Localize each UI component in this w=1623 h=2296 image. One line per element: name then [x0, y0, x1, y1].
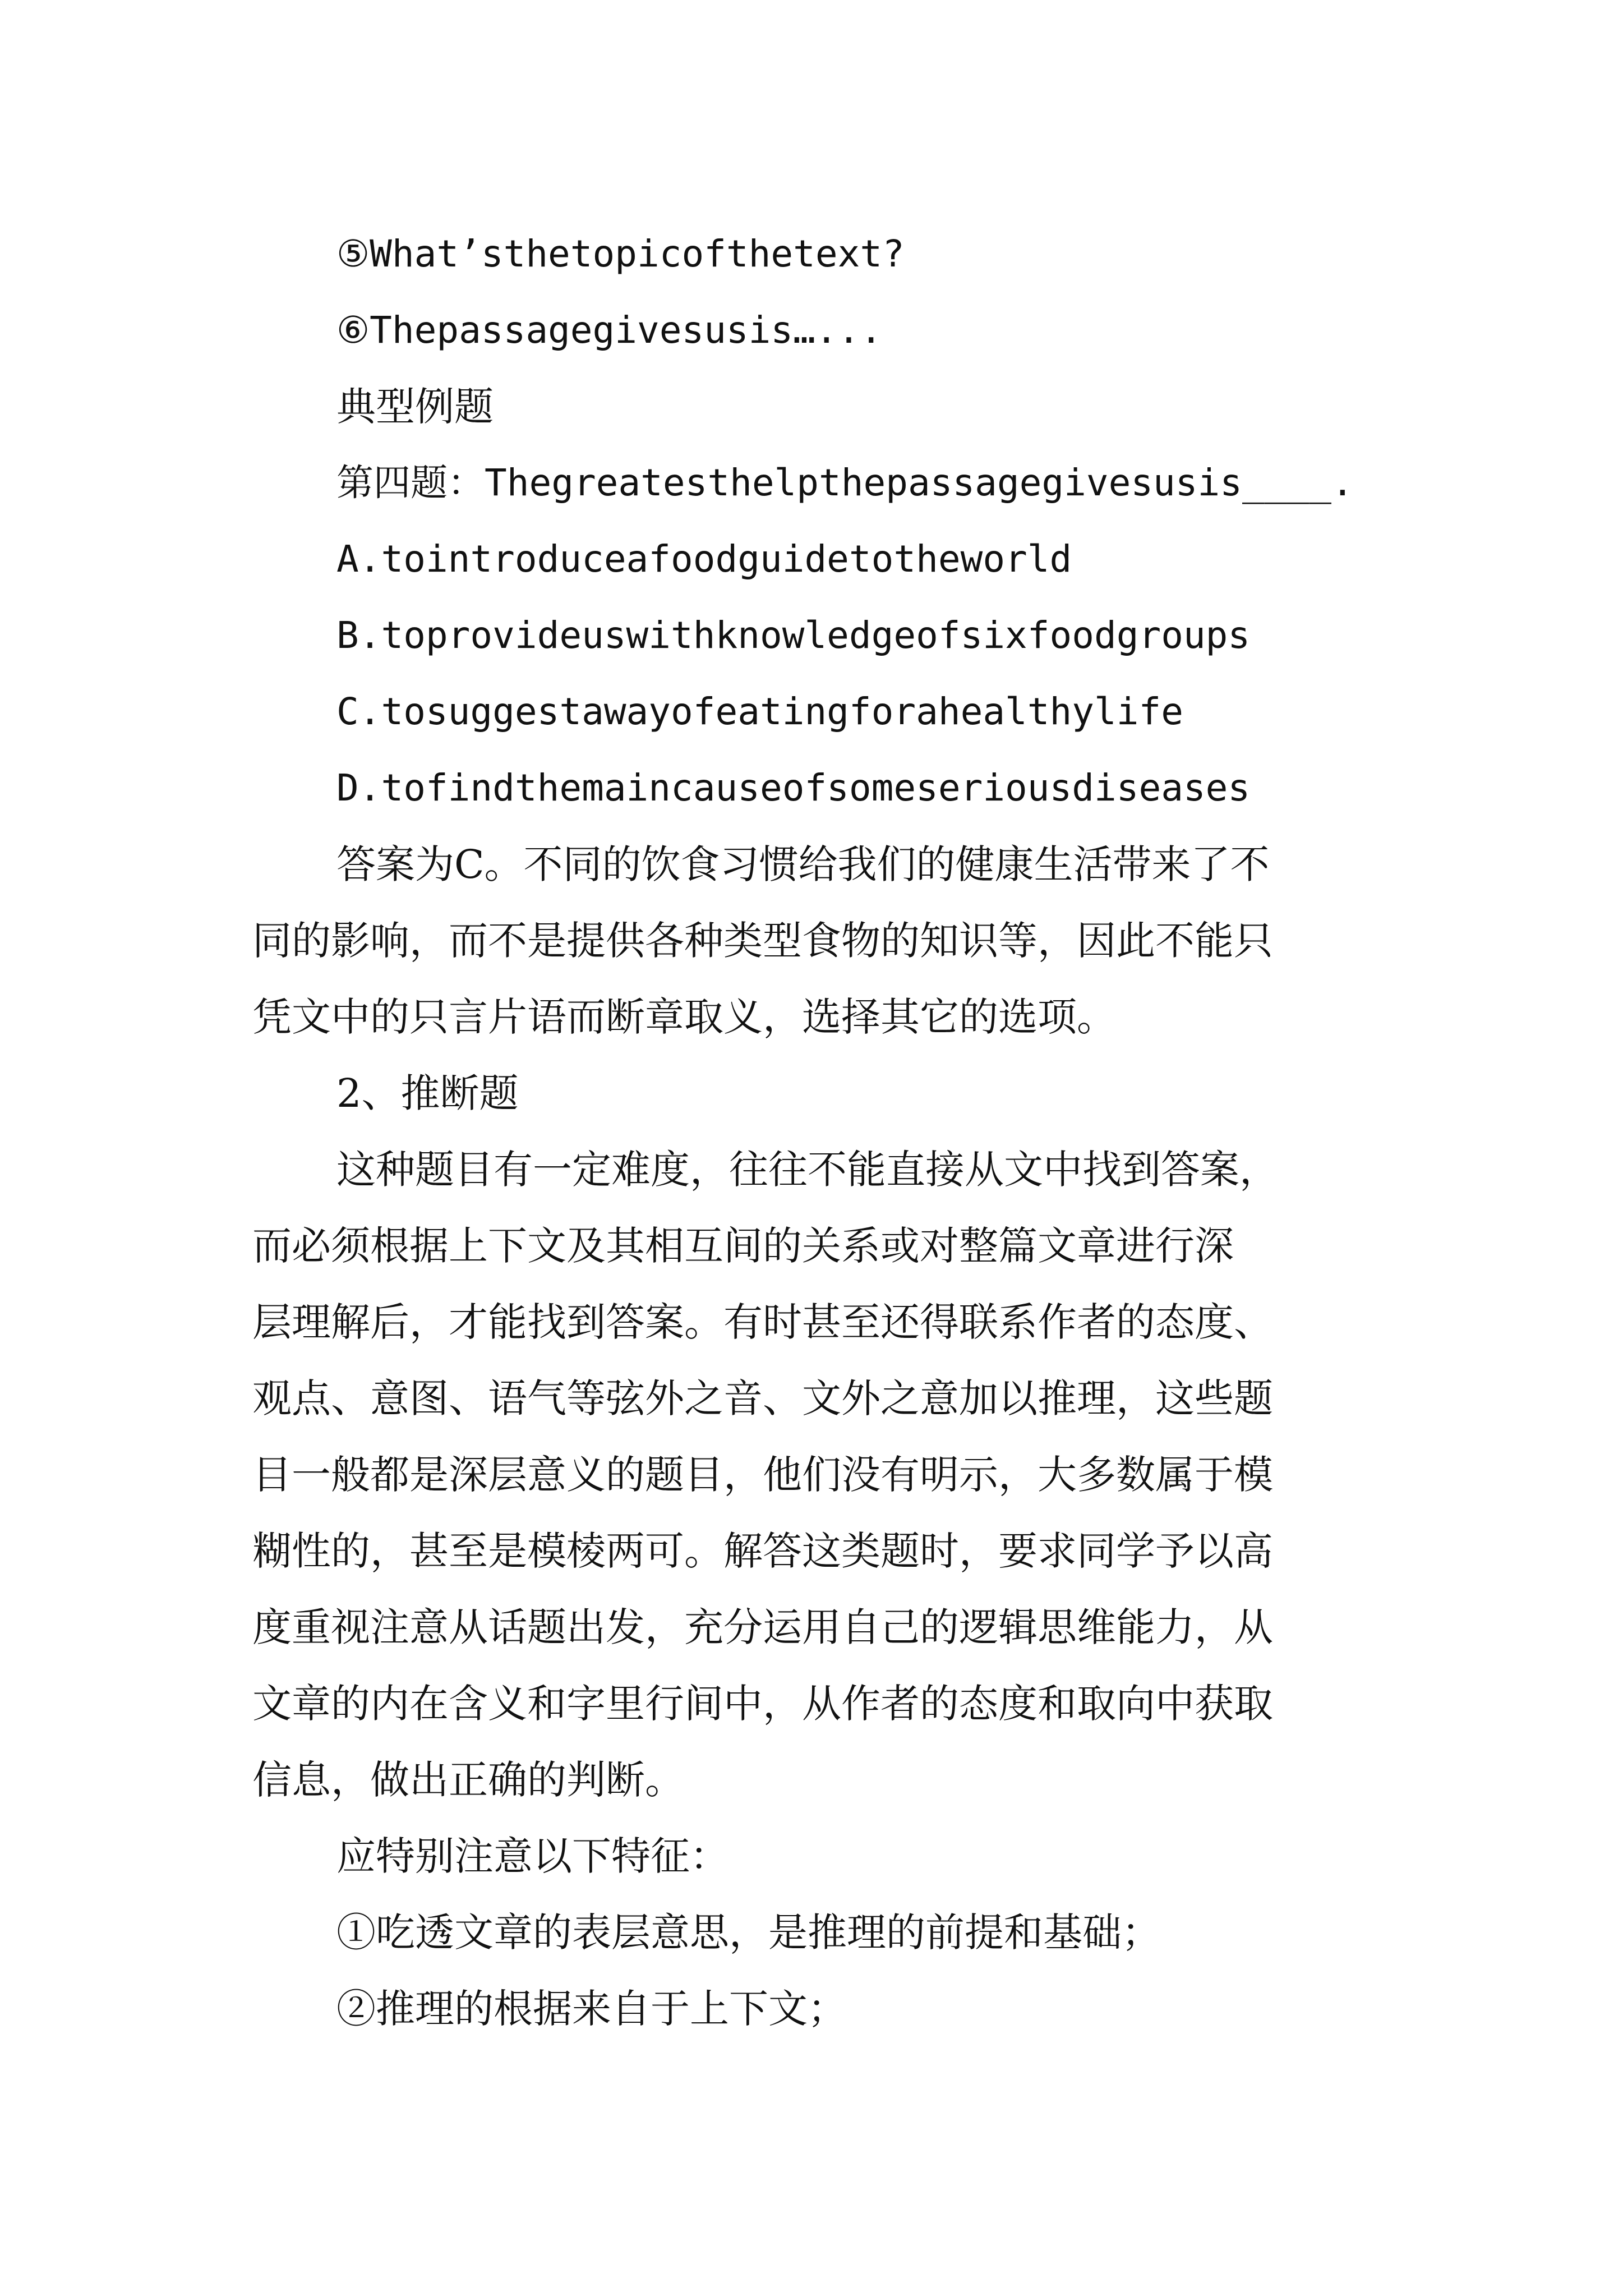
option-c: C.tosuggestawayofeatingforahealthylife: [336, 690, 1183, 733]
answer-paragraph: [252, 826, 1391, 1055]
example-heading: 典型例题: [336, 384, 494, 430]
paragraph-line: 信息，做出正确的判断。: [252, 1757, 684, 1803]
paragraph-line: 层理解后，才能找到答案。有时甚至还得联系作者的态度、: [252, 1299, 1273, 1345]
answer-line: 同的影响，而不是提供各种类型食物的知识等，因此不能只: [252, 918, 1273, 964]
document-body: [252, 216, 1391, 2047]
paragraph-line: 观点、意图、语气等弦外之音、文外之意加以推理，这些题: [252, 1375, 1273, 1421]
question-line-6: ⑥Thepassagegivesusis…...: [336, 309, 883, 352]
feature-item: ②推理的根据来自于上下文；: [336, 1986, 847, 2032]
option-a: A.tointroduceafoodguidetotheworld: [336, 537, 1072, 581]
answer-line: 凭文中的只言片语而断章取义，选择其它的选项。: [252, 994, 1116, 1040]
paragraph-line: 文章的内在含义和字里行间中，从作者的态度和取向中获取: [252, 1681, 1273, 1727]
feature-item: ①吃透文章的表层意思，是推理的前提和基础；: [336, 1910, 1161, 1955]
paragraph-line: 目一般都是深层意义的题目，他们没有明示，大多数属于模: [252, 1452, 1273, 1498]
paragraph-line: 度重视注意从话题出发，充分运用自己的逻辑思维能力，从: [252, 1604, 1273, 1650]
question-4: 第四题：Thegreatesthelpthepassagegivesusis____.: [336, 461, 1354, 504]
option-b: B.toprovideuswithknowledgeofsixfoodgroups: [336, 614, 1251, 657]
section-heading: 2、推断题: [336, 1070, 519, 1116]
paragraph-line: 而必须根据上下文及其相互间的关系或对整篇文章进行深: [252, 1223, 1234, 1269]
features-intro: 应特别注意以下特征：: [336, 1833, 729, 1879]
question-line-5: ⑤What’sthetopicofthetext?: [336, 232, 905, 275]
paragraph-line: 糊性的，甚至是模棱两可。解答这类题时，要求同学予以高: [252, 1528, 1273, 1574]
answer-line: 答案为C。不同的饮食习惯给我们的健康生活带来了不: [336, 841, 1270, 887]
inference-paragraph: [252, 1131, 1391, 1818]
paragraph-line: 这种题目有一定难度，往往不能直接从文中找到答案，: [336, 1147, 1279, 1193]
option-d: D.tofindthemaincauseofsomeseriousdiseases: [336, 766, 1251, 809]
